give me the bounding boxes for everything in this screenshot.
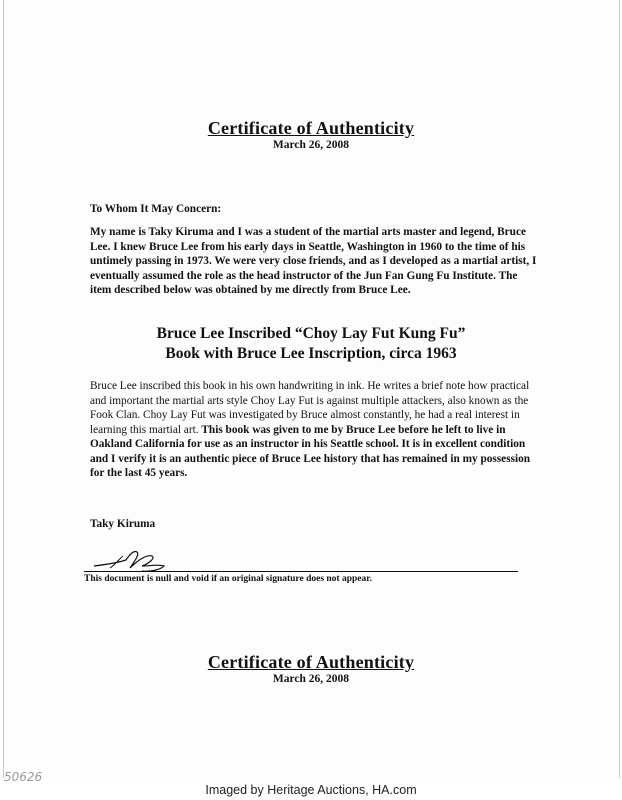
image-credit: Imaged by Heritage Auctions, HA.com [205,783,417,797]
certificate-date: March 26, 2008 [272,139,350,151]
certificate-title: Certificate of Authenticity [207,118,415,138]
item-description [90,379,540,481]
disclaimer: This document is null and void if an original signature does not appear. [84,574,372,584]
description-regular-text: Bruce Lee inscribed this book in his own handwriting in ink. He writes a brief note how practical and important the martial arts style Choy Lay Fut is against multiple attackers, also known as the Fook Clan. Choy Lay Fut was investigated by Bruce almost constantly, he had a real interest in learning this martial art. [90,380,530,436]
inventory-number: 50626 [4,770,43,784]
item-heading-line-2: Book with Bruce Lee Inscription, circa 1963 [165,345,457,362]
signer-name: Taky Kiruma [90,518,156,530]
salutation: To Whom It May Concern: [90,203,222,215]
description-bold-text: This book was given to me by Bruce Lee before he left to live in Oakland California for use as an instructor in his Seattle school. It is in excellent condition and I verify it is an authentic piece of Bruce Lee history that has remained in my possession for the last 45 years. [90,423,531,479]
footer-certificate-date: March 26, 2008 [272,673,350,685]
intro-paragraph: My name is Taky Kiruma and I was a student of the martial arts master and legend, Bruce Lee. I knew Bruce Lee from his early days in Seattle, Washington in 1960 to the time of his untimely passing in 1973. We were very close friends, and as I developed as a martial artist, I eventually assumed the role as the head instructor of the Jun Fan Gung Fu Institute. The item described below was obtained by me directly from Bruce Lee. [90,226,537,296]
footer-certificate-title: Certificate of Authenticity [207,652,415,672]
item-heading-line-1: Bruce Lee Inscribed “Choy Lay Fut Kung Fu” [156,325,466,342]
signature-line [84,571,518,572]
